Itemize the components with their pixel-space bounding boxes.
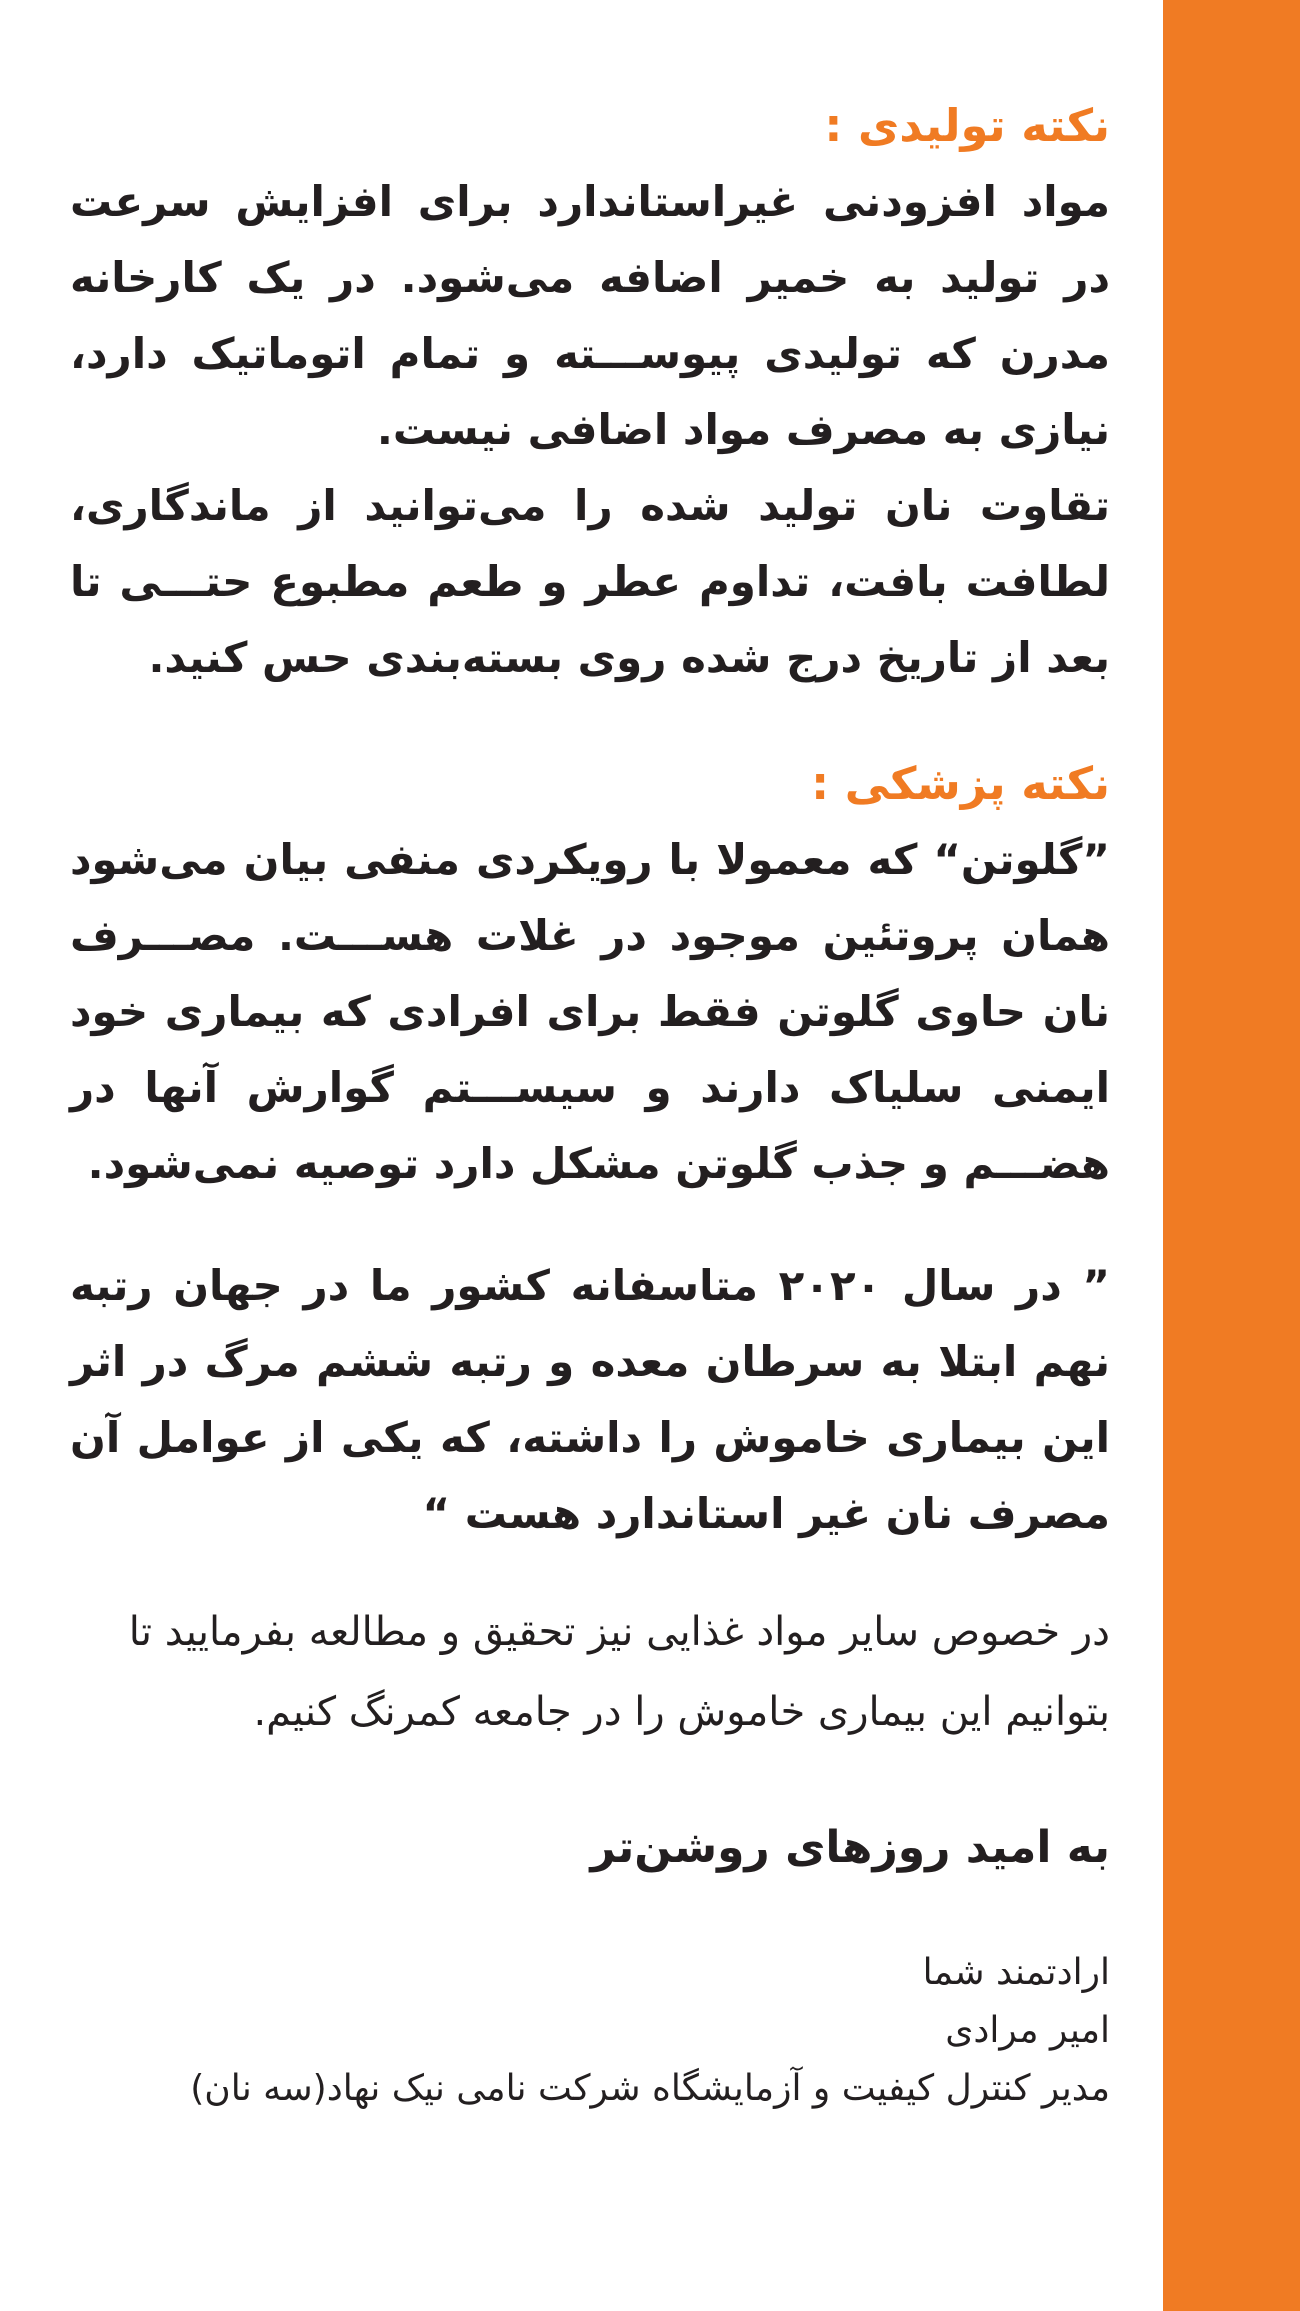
statistic-quote: ” در سال ۲۰۲۰ متاسفانه کشور ما در جهان رتبه نهم ابتلا به سرطان معده و رتبه ششم مرگ در اثر این بیماری خاموش را داشته، که یکی از عوامل آن مصرف نان غیر استاندارد هست “: [70, 1261, 1110, 1538]
signature-closing: ارادتمند شما: [922, 1952, 1110, 1993]
side-accent-bar: [1163, 0, 1300, 2311]
document-body: [70, 88, 1110, 2118]
signature-position: مدیر کنترل کیفیت و آزمایشگاه شرکت نامی نیک نهاد(سه نان): [190, 2068, 1110, 2109]
spacer: [70, 1552, 1110, 1592]
production-tip-paragraph-2: تقاوت نان تولید شده را می‌توانید از ماندگاری، لطافت بافت، تداوم عطر و طعم مطبوع حتـــی تا بعد از تاریخ درج شده روی بسته‌بندی حس کنید.: [70, 481, 1110, 682]
spacer: [70, 1202, 1110, 1248]
spacer: [70, 696, 1110, 746]
medical-tip-paragraph: ”گلوتن“ که معمولا با رویکردی منفی بیان می‌شود همان پروتئین موجود در غلات هســـت. مصـــرف نان حاوی گلوتن فقط برای افرادی که بیماری خود ایمنی سلیاک دارند و سیســـتم گوارش آنها در هضـــم و جذب گلوتن مشکل دارد توصیه نمی‌شود.: [70, 835, 1110, 1188]
spacer: [70, 1888, 1110, 1944]
signature-block: [70, 1944, 1110, 2118]
advice-paragraph: در خصوص سایر مواد غذایی نیز تحقیق و مطالعه بفرمایید تا بتوانیم این بیماری خاموش را در جامعه کمرنگ کنیم.: [128, 1609, 1110, 1735]
signature-name: امیر مرادی: [945, 2010, 1110, 2051]
spacer: [70, 1752, 1110, 1808]
production-tip-paragraph-1: مواد افزودنی غیراستاندارد برای افزایش سرعت در تولید به خمیر اضافه می‌شود. در یک کارخانه مدرن که تولیدی پیوســـته و تمام اتوماتیک دارد، نیازی به مصرف مواد اضافی نیست.: [70, 177, 1110, 454]
production-tip-title: نکته تولیدی :: [824, 99, 1110, 152]
medical-tip-title: نکته پزشکی :: [811, 757, 1110, 810]
hope-line: به امید روزهای روشن‌تر: [590, 1822, 1110, 1873]
